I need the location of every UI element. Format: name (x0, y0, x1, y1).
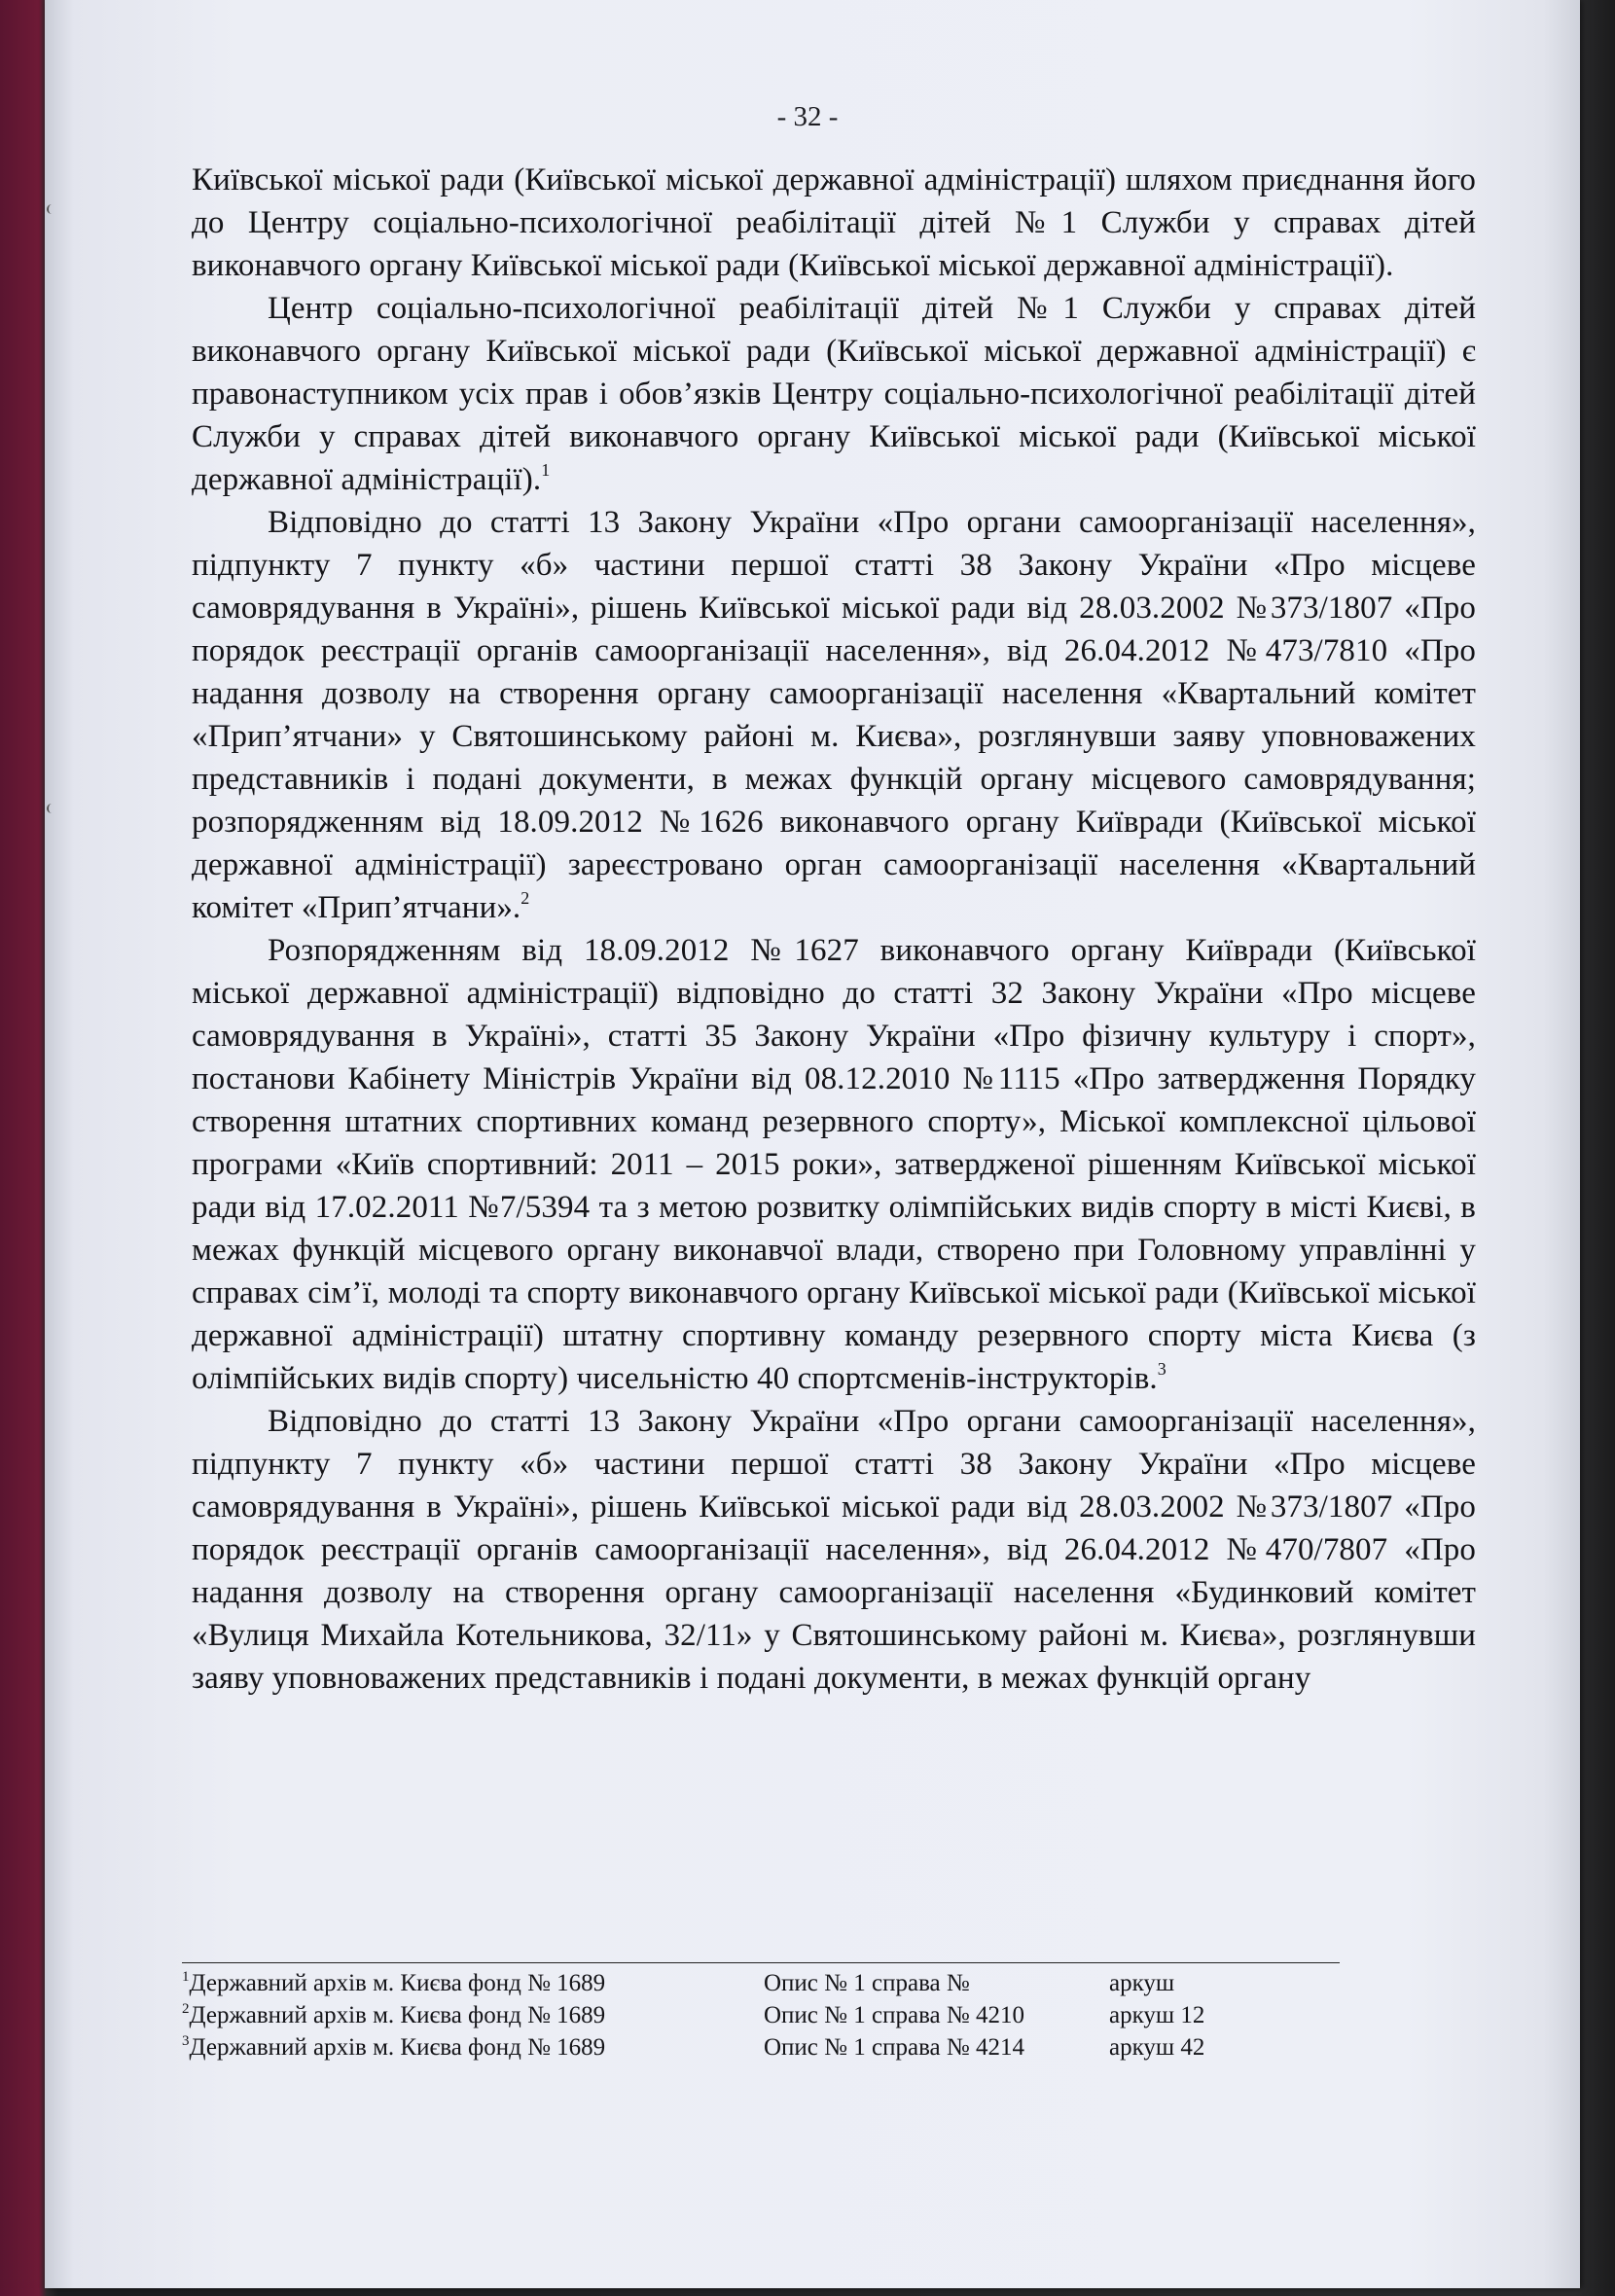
body-text (192, 159, 1476, 1700)
footnote-ref: 2 (520, 888, 530, 908)
footnote-inventory: Опис № 1 справа № 4210 (764, 2002, 1025, 2028)
footnote-separator (182, 1962, 1340, 1963)
paragraph-5: Відповідно до статті 13 Закону України «Про органи самоорганізації населення», підпункту 7 пункту «б» частини першої статті 38 Закону України «Про місцеве самоврядування в Україні», рішень Київської міської ради від 28.03.2002 №373/1807 «Про порядок реєстрації органів самоорганізації населення», від 26.04.2012 №470/7807 «Про надання дозволу на створення органу самоорганізації населення «Будинковий комітет «Вулиця Михайла Котельникова, 32/11» у Святошинському районі м. Києва», розглянувши заяву уповноважених представників і подані документи, в межах функцій органу (192, 1404, 1476, 1696)
footnote-sheet: аркуш (1109, 1970, 1175, 1996)
punch-hole-mark (47, 204, 56, 214)
footnote-mark: 1 (182, 1969, 190, 1985)
footnote-source: Державний архів м. Києва фонд № 1689 (189, 2034, 606, 2061)
footnote-1 (182, 1967, 1349, 1999)
footnote-ref: 1 (541, 460, 551, 480)
footnote-source: Державний архів м. Києва фонд № 1689 (189, 2002, 606, 2028)
paragraph-2: Центр соціально-психологічної реабілітації дітей №1 Служби у справах дітей виконавчого органу Київської міської ради (Київської міської державної адміністрації) є правонаступником усіх прав і обов’язків Центру соціально-психологічної реабілітації дітей Служби у справах дітей виконавчого органу Київської міської ради (Київської міської державної адміністрації).$^1$ (192, 291, 1476, 497)
footnote-inventory: Опис № 1 справа № (764, 1970, 970, 1996)
punch-hole-mark (47, 804, 56, 813)
paragraph-4: Розпорядженням від 18.09.2012 №1627 виконавчого органу Київради (Київської міської державної адміністрації) відповідно до статті 32 Закону України «Про місцеве самоврядування в Україні», статті 35 Закону України «Про фізичну культуру і спорт», постанови Кабінету Міністрів України від 08.12.2010 №1115 «Про затвердження Порядку створення штатних спортивних команд резервного спорту», Міської комплексної цільової програми «Київ спортивний: 2011 – 2015 роки», затвердженої рішенням Київської міської ради від 17.02.2011 №7/5394 та з метою розвитку олімпійських видів спорту в місті Києві, в межах функцій місцевого органу виконавчої влади, створено при Головному управлінні у справах сім’ї, молоді та спорту виконавчого органу Київської міської ради (Київської міської державної адміністрації) штатну спортивну команду резервного спорту міста Києва (з олімпійських видів спорту) чисельністю 40 спортсменів-інструкторів.$^3$ (192, 933, 1476, 1396)
paragraph-3: Відповідно до статті 13 Закону України «Про органи самоорганізації населення», підпункту 7 пункту «б» частини першої статті 38 Закону України «Про місцеве самоврядування в Україні», рішень Київської міської ради від 28.03.2002 №373/1807 «Про порядок реєстрації органів самоорганізації населення», від 26.04.2012 №473/7810 «Про надання дозволу на створення органу самоорганізації населення «Квартальний комітет «Прип’ятчани» у Святошинському районі м. Києва», розглянувши заяву уповноважених представників і подані документи, в межах функцій органу місцевого самоврядування; розпорядженням від 18.09.2012 №1626 виконавчого органу Київради (Київської міської державної адміністрації) зареєстровано орган самоорганізації населення «Квартальний комітет «Прип’ятчани».$^2$ (192, 505, 1476, 925)
page-number: - 32 - (776, 101, 839, 132)
footnote-source: Державний архів м. Києва фонд № 1689 (189, 1970, 606, 1996)
footnote-sheet: аркуш 42 (1109, 2034, 1205, 2061)
footnotes (182, 1967, 1349, 2063)
footnote-inventory: Опис № 1 справа № 4214 (764, 2034, 1025, 2061)
footnote-2 (182, 1999, 1349, 2031)
paragraph-1: Київської міської ради (Київської міської державної адміністрації) шляхом приєднання його до Центру соціально-психологічної реабілітації дітей №1 Служби у справах дітей виконавчого органу Київської міської ради (Київської міської державної адміністрації). (192, 162, 1476, 283)
footnote-mark: 2 (182, 2001, 190, 2017)
footnote-sheet: аркуш 12 (1109, 2002, 1205, 2028)
footnote-3 (182, 2031, 1349, 2063)
footnote-mark: 3 (182, 2033, 190, 2049)
footnote-ref: 3 (1157, 1359, 1166, 1379)
